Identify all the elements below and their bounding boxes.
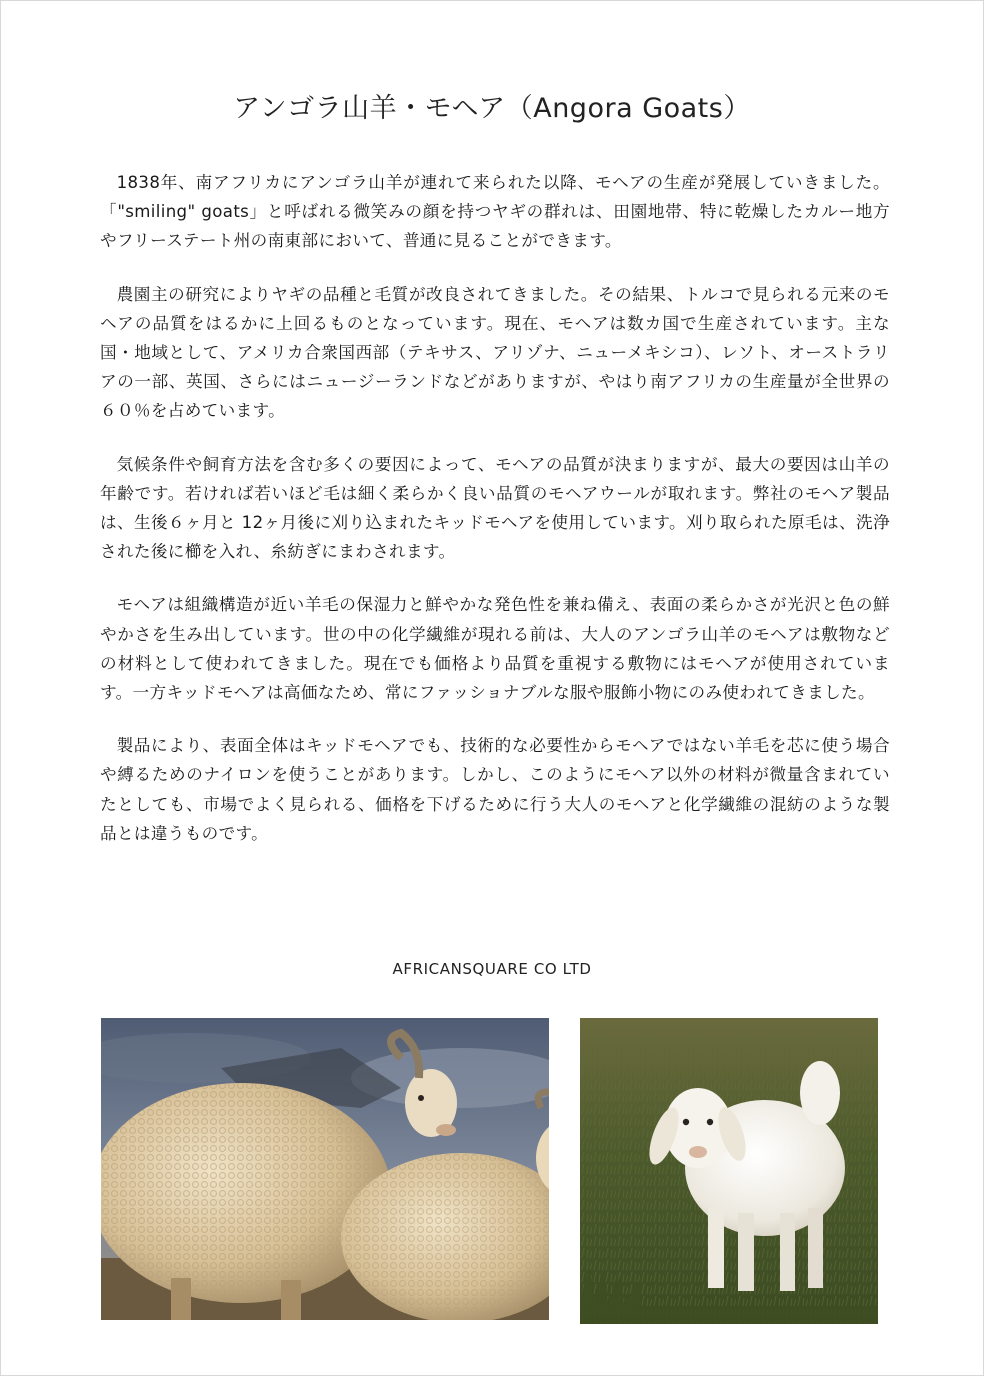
kid-goat-photo xyxy=(580,1018,878,1324)
angora-goats-illustration xyxy=(101,1018,549,1320)
paragraph-quality: 気候条件や飼育方法を含む多くの要因によって、モヘアの品質が決まりますが、最大の要因は山羊の年齢です。若ければ若いほど毛は細く柔らかく良い品質のモヘアウールが取れます。弊社のモヘア製品は、生後６ヶ月と 12ヶ月後に刈り込まれたキッドモヘアを使用しています。刈り取られた原毛は、洗浄された後に櫛を入れ、糸紡ぎにまわされます。 xyxy=(100,454,890,562)
company-name: AFRICANSQUARE CO LTD xyxy=(392,960,592,978)
paragraph-composition: 製品により、表面全体はキッドモヘアでも、技術的な必要性からモヘアではない羊毛を芯に使う場合や縛るためのナイロンを使うことがあります。しかし、このようにモヘア以外の材料が微量含まれていたとしても、市場でよく見られる、価格を下げるために行う大人のモヘアと化学繊維の混紡のような製品とは違うものです。 xyxy=(100,736,890,843)
paragraph-characteristics: モヘアは組織構造が近い羊毛の保湿力と鮮やかな発色性を兼ね備え、表面の柔らかさが光沢と色の鮮やかさを生み出しています。世の中の化学繊維が現れる前は、大人のアンゴラ山羊のモヘアは敷物などの材料として使われてきました。現在でも価格より品質を重視する敷物にはモヘアが使用されています。一方キッドモヘアは高価なため、常にファッショナブルな服や服飾小物にのみ使われてきました。 xyxy=(100,595,890,703)
article-body xyxy=(100,168,890,872)
page-title: アンゴラ山羊・モヘア（Angora Goats） xyxy=(233,93,751,124)
angora-goats-photo xyxy=(101,1018,549,1320)
paragraph-history: 1838年、南アフリカにアンゴラ山羊が連れて来られた以降、モヘアの生産が発展していきました。「"smiling" goats」と呼ばれる微笑みの顔を持つヤギの群れは、田園地帯、特に乾燥したカルー地方やフリーステート州の南東部において、普通に見ることができます。 xyxy=(100,173,890,251)
kid-goat-illustration xyxy=(580,1018,878,1324)
paragraph-breeding: 農園主の研究によりヤギの品種と毛質が改良されてきました。その結果、トルコで見られる元来のモヘアの品質をはるかに上回るものとなっています。現在、モヘアは数カ国で生産されています。主な国・地域として、アメリカ合衆国西部（テキサス、アリゾナ、ニューメキシコ）、レソト、オーストラリアの一部、英国、さらにはニュージーランドなどがありますが、やはり南アフリカの生産量が全世界の６０％を占めています。 xyxy=(100,284,890,421)
